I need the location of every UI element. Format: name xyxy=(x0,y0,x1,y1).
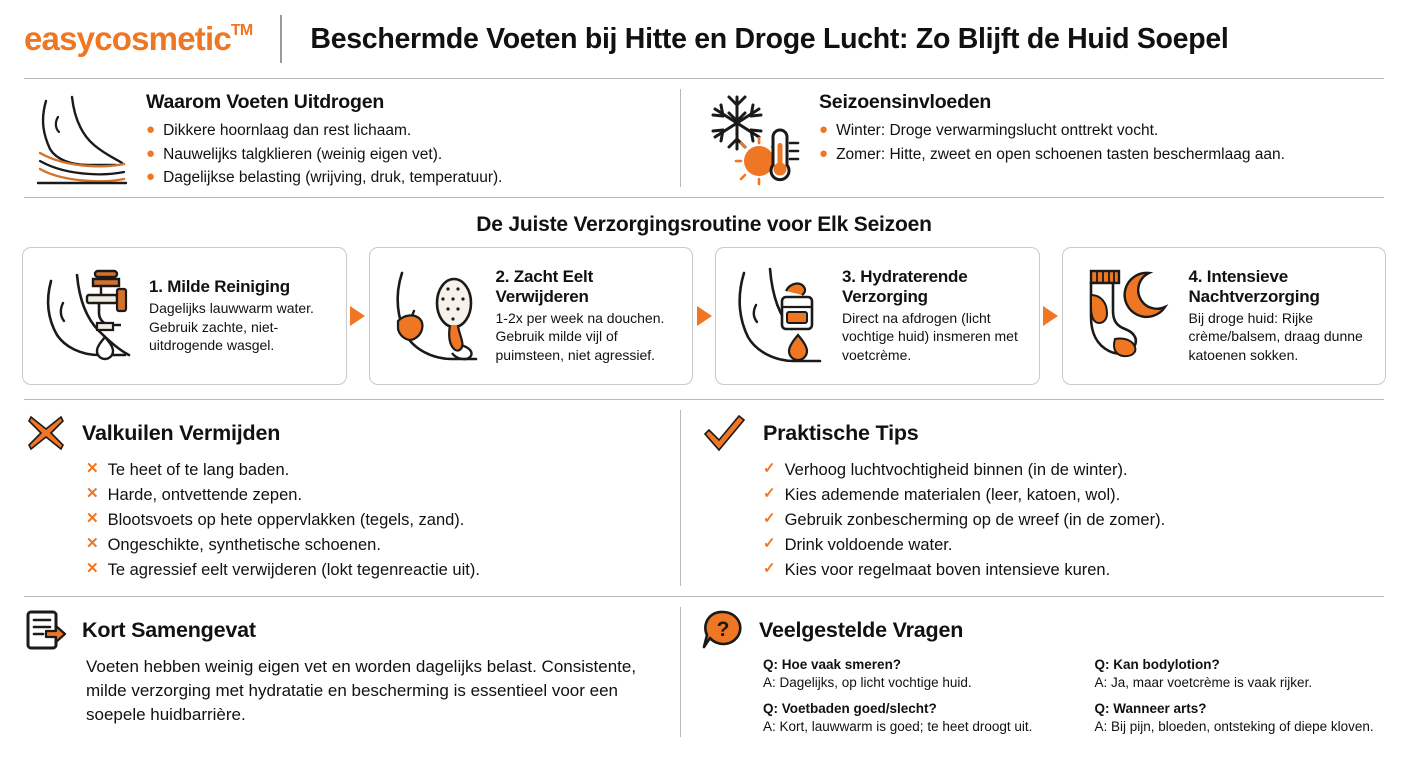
arrow-right-icon xyxy=(1043,306,1058,326)
svg-text:?: ? xyxy=(716,618,730,641)
pitfalls-heading: Valkuilen Vermijden xyxy=(82,420,281,445)
faq-question: Q: Kan bodylotion? xyxy=(1094,657,1220,672)
page-header xyxy=(0,0,1408,78)
why-heading: Waarom Voeten Uitdrogen xyxy=(146,91,385,113)
list-item-label: Nauwelijks talgklieren (weinig eigen vet). xyxy=(163,145,443,163)
step-card-2[interactable] xyxy=(369,247,694,385)
list-item xyxy=(819,143,1285,167)
list-item-label: Ongeschikte, synthetische schoenen. xyxy=(107,535,381,554)
step-body: Dagelijks lauwwarm water. Gebruik zachte, niet-uitdrogende wasgel. xyxy=(149,300,314,354)
step-body: 1-2x per week na douchen. Gebruik milde vijl of puimsteen, niet agressief. xyxy=(495,309,665,363)
cross-mark-icon: ✕ xyxy=(86,460,99,477)
list-item-label: Gebruik zonbescherming op de wreef (in de zomer). xyxy=(784,510,1166,529)
faq-column-right xyxy=(1095,656,1408,743)
season-text xyxy=(819,91,1285,197)
list-item-label: Kies ademende materialen (leer, katoen, wol). xyxy=(784,485,1121,504)
check-mark-icon: ✓ xyxy=(763,559,776,577)
cross-mark-icon: ✕ xyxy=(86,559,99,577)
faq-column-left xyxy=(763,656,1077,743)
faq-question: Q: Wanneer arts? xyxy=(1094,700,1207,716)
faq-header xyxy=(701,609,1408,651)
step-card-4[interactable] xyxy=(1062,247,1387,385)
faq-grid xyxy=(701,656,1408,743)
faq-answer: A: Ja, maar voetcrème is vaak rijker. xyxy=(1094,675,1313,691)
list-item xyxy=(763,458,1408,483)
list-item xyxy=(86,483,680,508)
step-title: 3. Hydraterende Verzorging xyxy=(842,267,968,306)
arrow-right-icon xyxy=(697,306,712,326)
faq-section xyxy=(681,597,1408,747)
faq-heading: Veelgestelde Vragen xyxy=(759,617,964,642)
list-item-label: Zomer: Hitte, zweet en open schoenen tasten beschermlaag aan. xyxy=(836,145,1285,163)
step-title: 1. Milde Reiniging xyxy=(149,276,290,296)
foot-cream-jar-icon xyxy=(726,259,834,374)
foot-faucet-icon xyxy=(33,259,141,374)
list-item-label: Blootsvoets op hete oppervlakken (tegels, zand). xyxy=(107,510,465,529)
step-text-3 xyxy=(842,267,1029,364)
season-section xyxy=(681,79,1408,197)
tips-list xyxy=(701,458,1408,583)
list-item xyxy=(819,119,1285,143)
step-body: Direct na afdrogen (licht vochtige huid) insmeren met voetcrème. xyxy=(842,309,1018,363)
step-card-1[interactable] xyxy=(22,247,347,385)
tips-header xyxy=(701,412,1408,454)
why-bullet-list xyxy=(146,119,502,190)
routine-title: De Juiste Verzorgingsroutine voor Elk Seizoen xyxy=(476,213,932,236)
summary-text: Voeten hebben weinig eigen vet en worden dagelijks belast. Consistente, milde verzorging met hydratatie en bescherming is essentieel voor een soepele huidbarrière. xyxy=(86,657,637,725)
why-section xyxy=(0,79,680,197)
tips-section xyxy=(681,400,1408,596)
check-mark-icon: ✓ xyxy=(763,534,776,552)
list-item-label: Harde, ontvettende zepen. xyxy=(107,485,303,504)
list-item xyxy=(763,558,1408,583)
summary-heading: Kort Samengevat xyxy=(82,617,256,642)
trademark-symbol: TM xyxy=(230,22,253,39)
season-bullet-list xyxy=(819,119,1285,166)
list-item-label: Dagelijkse belasting (wrijving, druk, temperatuur). xyxy=(163,169,503,187)
list-item-label: Dikkere hoornlaag dan rest lichaam. xyxy=(163,122,412,139)
step-text-4 xyxy=(1189,267,1376,364)
bullet-dot-icon: ● xyxy=(819,121,829,138)
bullet-dot-icon: ● xyxy=(146,121,156,138)
pitfalls-header xyxy=(24,412,680,454)
snowflake-thermometer-icon xyxy=(701,91,805,197)
faq-item xyxy=(1095,656,1408,693)
list-item xyxy=(763,533,1408,558)
season-heading: Seizoensinvloeden xyxy=(819,91,992,113)
check-icon xyxy=(701,412,749,454)
faq-question: Q: Voetbaden goed/slecht? xyxy=(763,700,937,716)
bullet-dot-icon: ● xyxy=(146,144,156,162)
faq-answer: A: Dagelijks, op licht vochtige huid. xyxy=(763,675,972,691)
list-item xyxy=(146,119,502,143)
step-arrow-3 xyxy=(1040,247,1062,385)
why-text xyxy=(146,91,502,197)
bullet-dot-icon: ● xyxy=(146,168,156,186)
foot-file-brush-icon xyxy=(380,259,488,374)
list-item xyxy=(86,533,680,558)
list-item xyxy=(86,458,680,483)
cross-mark-icon: ✕ xyxy=(86,509,99,527)
list-item xyxy=(763,483,1408,508)
list-item-label: Te heet of te lang baden. xyxy=(107,461,290,479)
bullet-dot-icon: ● xyxy=(819,144,829,162)
brand-name: easycosmetic xyxy=(24,20,231,57)
faq-item xyxy=(763,700,1077,737)
faq-question: Q: Hoe vaak smeren? xyxy=(763,657,902,672)
list-item xyxy=(86,508,680,533)
arrow-right-icon xyxy=(350,306,365,326)
pitfalls-section xyxy=(0,400,680,596)
list-item xyxy=(86,558,680,583)
list-item xyxy=(763,508,1408,533)
step-card-3[interactable] xyxy=(715,247,1040,385)
pitfalls-list xyxy=(24,458,680,583)
step-text-1 xyxy=(149,277,336,355)
step-text-2 xyxy=(496,267,683,364)
header-divider xyxy=(280,15,282,63)
foot-dry-skin-icon xyxy=(24,91,132,197)
cross-mark-icon: ✕ xyxy=(86,484,99,502)
check-mark-icon: ✓ xyxy=(763,460,776,477)
list-item xyxy=(146,143,502,167)
list-item xyxy=(146,166,502,190)
intro-row xyxy=(0,79,1408,197)
faq-item xyxy=(763,656,1077,693)
cross-icon xyxy=(24,412,68,454)
faq-answer: A: Kort, lauwwarm is goed; te heet droogt uit. xyxy=(763,719,1033,735)
brand-logo xyxy=(24,20,252,58)
list-item-label: Kies voor regelmaat boven intensieve kuren. xyxy=(784,560,1111,579)
step-arrow-2 xyxy=(693,247,715,385)
summary-header xyxy=(24,609,680,651)
cross-mark-icon: ✕ xyxy=(86,534,99,552)
faq-answer: A: Bij pijn, bloeden, ontsteking of diepe kloven. xyxy=(1094,719,1374,735)
sock-moon-icon xyxy=(1073,259,1181,374)
routine-steps xyxy=(0,247,1408,399)
list-item-label: Te agressief eelt verwijderen (lokt tegenreactie uit). xyxy=(107,560,480,579)
list-item-label: Winter: Droge verwarmingslucht onttrekt vocht. xyxy=(836,122,1159,139)
list-item-label: Drink voldoende water. xyxy=(784,535,953,554)
summary-section xyxy=(0,597,680,747)
advice-row xyxy=(0,400,1408,596)
question-bubble-icon xyxy=(701,609,745,651)
document-arrow-icon xyxy=(24,609,68,651)
faq-item xyxy=(1095,700,1408,737)
step-title: 2. Zacht Eelt Verwijderen xyxy=(495,267,594,306)
step-body: Bij droge huid: Rijke crème/balsem, draag dunne katoenen sokken. xyxy=(1188,309,1363,363)
check-mark-icon: ✓ xyxy=(763,484,776,502)
list-item-label: Verhoog luchtvochtigheid binnen (in de winter). xyxy=(784,461,1128,479)
step-title: 4. Intensieve Nachtverzorging xyxy=(1188,267,1320,306)
footer-row xyxy=(0,597,1408,747)
step-arrow-1 xyxy=(347,247,369,385)
tips-heading: Praktische Tips xyxy=(763,420,919,445)
check-mark-icon: ✓ xyxy=(763,509,776,527)
page-title: Beschermde Voeten bij Hitte en Droge Lucht: Zo Blijft de Huid Soepel xyxy=(310,22,1229,55)
